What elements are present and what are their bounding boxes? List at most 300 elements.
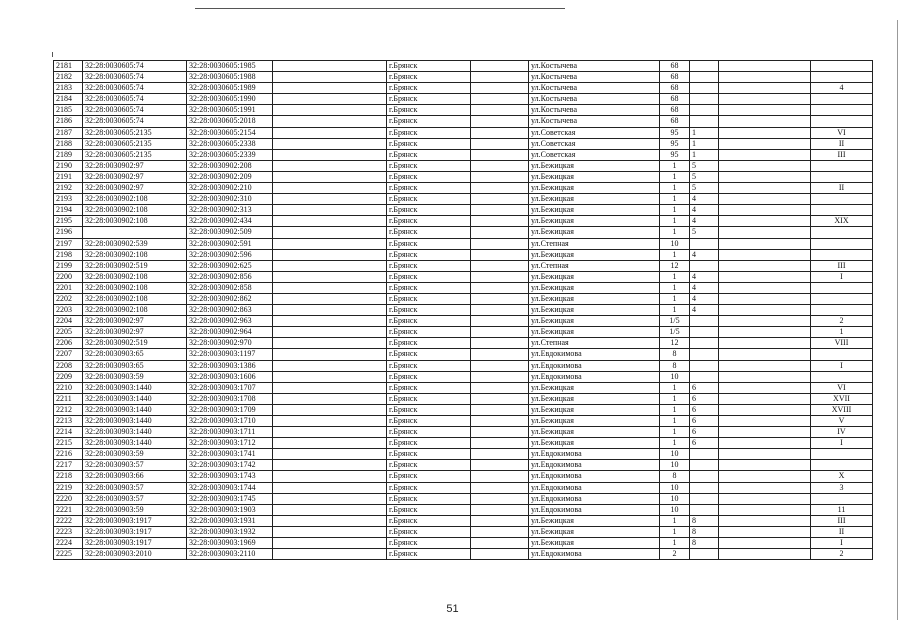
blank-cell	[719, 382, 811, 393]
house-number: 68	[660, 105, 690, 116]
blank-cell	[471, 138, 529, 149]
cadastral-number: 32:28:0030902:208	[187, 160, 273, 171]
row-number: 2188	[54, 138, 83, 149]
blank-cell	[719, 293, 811, 304]
house-number: 68	[660, 61, 690, 72]
street: ул.Евдокимова	[529, 482, 660, 493]
blank-cell	[471, 371, 529, 382]
cadastral-number: 32:28:0030903:1708	[187, 393, 273, 404]
city: г.Брянск	[387, 72, 471, 83]
street: ул.Бежицкая	[529, 227, 660, 238]
blank-cell	[273, 183, 387, 194]
blank-cell	[719, 171, 811, 182]
street: ул.Бежицкая	[529, 216, 660, 227]
room-number: V	[811, 416, 873, 427]
blank-cell	[471, 260, 529, 271]
blank-cell	[471, 227, 529, 238]
blank-cell	[471, 149, 529, 160]
building-number: 5	[690, 183, 719, 194]
building-number	[690, 316, 719, 327]
city: г.Брянск	[387, 482, 471, 493]
street: ул.Бежицкая	[529, 538, 660, 549]
blank-cell	[471, 238, 529, 249]
street: ул.Советская	[529, 138, 660, 149]
house-number: 1	[660, 216, 690, 227]
house-number: 8	[660, 471, 690, 482]
room-number	[811, 493, 873, 504]
house-number: 12	[660, 260, 690, 271]
parent-cadastral-number: 32:28:0030903:2010	[83, 549, 187, 560]
city: г.Брянск	[387, 105, 471, 116]
table-row	[54, 194, 873, 205]
building-number	[690, 61, 719, 72]
city: г.Брянск	[387, 282, 471, 293]
table-row	[54, 338, 873, 349]
table-row	[54, 549, 873, 560]
street: ул.Степная	[529, 260, 660, 271]
city: г.Брянск	[387, 127, 471, 138]
table-row	[54, 460, 873, 471]
registry-table-body	[54, 61, 873, 560]
city: г.Брянск	[387, 183, 471, 194]
blank-cell	[471, 216, 529, 227]
city: г.Брянск	[387, 493, 471, 504]
cadastral-number: 32:28:0030605:2339	[187, 149, 273, 160]
parent-cadastral-number: 32:28:0030903:59	[83, 504, 187, 515]
city: г.Брянск	[387, 316, 471, 327]
row-number: 2223	[54, 526, 83, 537]
blank-cell	[273, 493, 387, 504]
cadastral-number: 32:28:0030902:596	[187, 249, 273, 260]
blank-cell	[471, 482, 529, 493]
blank-cell	[273, 393, 387, 404]
row-number: 2199	[54, 260, 83, 271]
parent-cadastral-number: 32:28:0030902:97	[83, 316, 187, 327]
city: г.Брянск	[387, 205, 471, 216]
city: г.Брянск	[387, 438, 471, 449]
cadastral-number: 32:28:0030903:1745	[187, 493, 273, 504]
cadastral-number: 32:28:0030903:1606	[187, 371, 273, 382]
cadastral-number: 32:28:0030903:1931	[187, 515, 273, 526]
cadastral-number: 32:28:0030903:1969	[187, 538, 273, 549]
building-number: 1	[690, 149, 719, 160]
row-number: 2181	[54, 61, 83, 72]
city: г.Брянск	[387, 371, 471, 382]
street: ул.Костычева	[529, 83, 660, 94]
cadastral-number: 32:28:0030605:1990	[187, 94, 273, 105]
house-number: 1	[660, 515, 690, 526]
room-number: III	[811, 149, 873, 160]
street: ул.Бежицкая	[529, 282, 660, 293]
street: ул.Бежицкая	[529, 382, 660, 393]
city: г.Брянск	[387, 305, 471, 316]
city: г.Брянск	[387, 61, 471, 72]
street: ул.Бежицкая	[529, 316, 660, 327]
cadastral-number: 32:28:0030903:1386	[187, 360, 273, 371]
blank-cell	[719, 438, 811, 449]
table-row	[54, 83, 873, 94]
blank-cell	[719, 305, 811, 316]
table-row	[54, 471, 873, 482]
parent-cadastral-number: 32:28:0030903:1440	[83, 416, 187, 427]
blank-cell	[719, 83, 811, 94]
row-number: 2206	[54, 338, 83, 349]
building-number: 5	[690, 171, 719, 182]
blank-cell	[471, 160, 529, 171]
blank-cell	[719, 526, 811, 537]
city: г.Брянск	[387, 249, 471, 260]
row-number: 2196	[54, 227, 83, 238]
building-number	[690, 327, 719, 338]
house-number: 68	[660, 94, 690, 105]
parent-cadastral-number: 32:28:0030605:74	[83, 105, 187, 116]
blank-cell	[273, 427, 387, 438]
blank-cell	[273, 271, 387, 282]
table-row	[54, 371, 873, 382]
row-number: 2194	[54, 205, 83, 216]
blank-cell	[471, 538, 529, 549]
building-number: 4	[690, 293, 719, 304]
row-number: 2202	[54, 293, 83, 304]
house-number: 8	[660, 360, 690, 371]
room-number: 11	[811, 504, 873, 515]
street: ул.Бежицкая	[529, 249, 660, 260]
parent-cadastral-number	[83, 227, 187, 238]
table-row	[54, 416, 873, 427]
cadastral-number: 32:28:0030903:1741	[187, 449, 273, 460]
parent-cadastral-number: 32:28:0030902:97	[83, 327, 187, 338]
cadastral-number: 32:28:0030605:1989	[187, 83, 273, 94]
blank-cell	[273, 205, 387, 216]
street: ул.Бежицкая	[529, 171, 660, 182]
city: г.Брянск	[387, 171, 471, 182]
blank-cell	[273, 171, 387, 182]
table-row	[54, 393, 873, 404]
parent-cadastral-number: 32:28:0030902:108	[83, 305, 187, 316]
blank-cell	[273, 338, 387, 349]
room-number: 2	[811, 549, 873, 560]
row-number: 2212	[54, 404, 83, 415]
room-number	[811, 171, 873, 182]
blank-cell	[273, 526, 387, 537]
parent-cadastral-number: 32:28:0030902:108	[83, 194, 187, 205]
room-number	[811, 105, 873, 116]
building-number	[690, 338, 719, 349]
table-row	[54, 427, 873, 438]
building-number	[690, 482, 719, 493]
city: г.Брянск	[387, 393, 471, 404]
blank-cell	[273, 316, 387, 327]
city: г.Брянск	[387, 138, 471, 149]
street: ул.Евдокимова	[529, 504, 660, 515]
building-number: 1	[690, 138, 719, 149]
city: г.Брянск	[387, 216, 471, 227]
parent-cadastral-number: 32:28:0030903:59	[83, 371, 187, 382]
table-row	[54, 94, 873, 105]
table-row	[54, 171, 873, 182]
blank-cell	[471, 271, 529, 282]
house-number: 10	[660, 482, 690, 493]
street: ул.Евдокимова	[529, 449, 660, 460]
row-number: 2203	[54, 305, 83, 316]
city: г.Брянск	[387, 382, 471, 393]
cadastral-number: 32:28:0030903:1709	[187, 404, 273, 415]
row-number: 2192	[54, 183, 83, 194]
table-row	[54, 260, 873, 271]
street: ул.Евдокимова	[529, 360, 660, 371]
building-number: 4	[690, 305, 719, 316]
room-number: VI	[811, 382, 873, 393]
blank-cell	[719, 116, 811, 127]
blank-cell	[471, 116, 529, 127]
building-number	[690, 260, 719, 271]
cadastral-number: 32:28:0030605:2338	[187, 138, 273, 149]
building-number: 4	[690, 194, 719, 205]
blank-cell	[719, 72, 811, 83]
parent-cadastral-number: 32:28:0030605:2135	[83, 127, 187, 138]
cadastral-number: 32:28:0030903:1743	[187, 471, 273, 482]
cadastral-number: 32:28:0030902:313	[187, 205, 273, 216]
room-number: VIII	[811, 338, 873, 349]
cadastral-number: 32:28:0030902:963	[187, 316, 273, 327]
blank-cell	[471, 305, 529, 316]
house-number: 10	[660, 371, 690, 382]
room-number	[811, 194, 873, 205]
blank-cell	[471, 316, 529, 327]
building-number	[690, 238, 719, 249]
blank-cell	[471, 61, 529, 72]
room-number: VI	[811, 127, 873, 138]
blank-cell	[719, 183, 811, 194]
row-number: 2198	[54, 249, 83, 260]
blank-cell	[719, 371, 811, 382]
city: г.Брянск	[387, 94, 471, 105]
blank-cell	[273, 349, 387, 360]
house-number: 68	[660, 116, 690, 127]
blank-cell	[273, 238, 387, 249]
street: ул.Костычева	[529, 94, 660, 105]
house-number: 2	[660, 549, 690, 560]
blank-cell	[471, 382, 529, 393]
street: ул.Бежицкая	[529, 293, 660, 304]
parent-cadastral-number: 32:28:0030903:65	[83, 349, 187, 360]
blank-cell	[273, 504, 387, 515]
blank-cell	[471, 404, 529, 415]
blank-cell	[273, 72, 387, 83]
cadastral-number: 32:28:0030903:1744	[187, 482, 273, 493]
street: ул.Советская	[529, 127, 660, 138]
house-number: 1	[660, 404, 690, 415]
street: ул.Бежицкая	[529, 393, 660, 404]
room-number: 2	[811, 316, 873, 327]
blank-cell	[719, 404, 811, 415]
parent-cadastral-number: 32:28:0030903:57	[83, 482, 187, 493]
street: ул.Бежицкая	[529, 183, 660, 194]
building-number: 6	[690, 393, 719, 404]
blank-cell	[471, 293, 529, 304]
blank-cell	[719, 238, 811, 249]
house-number: 1	[660, 538, 690, 549]
room-number: 4	[811, 83, 873, 94]
blank-cell	[471, 515, 529, 526]
blank-cell	[719, 138, 811, 149]
parent-cadastral-number: 32:28:0030903:1440	[83, 404, 187, 415]
blank-cell	[471, 194, 529, 205]
cadastral-number: 32:28:0030903:1711	[187, 427, 273, 438]
row-number: 2220	[54, 493, 83, 504]
building-number: 8	[690, 515, 719, 526]
cadastral-number: 32:28:0030902:863	[187, 305, 273, 316]
blank-cell	[719, 194, 811, 205]
blank-cell	[719, 393, 811, 404]
table-row	[54, 149, 873, 160]
house-number: 1	[660, 205, 690, 216]
row-number: 2210	[54, 382, 83, 393]
parent-cadastral-number: 32:28:0030902:108	[83, 216, 187, 227]
street: ул.Бежицкая	[529, 404, 660, 415]
parent-cadastral-number: 32:28:0030903:59	[83, 449, 187, 460]
city: г.Брянск	[387, 327, 471, 338]
blank-cell	[273, 116, 387, 127]
table-row	[54, 438, 873, 449]
building-number: 5	[690, 227, 719, 238]
blank-cell	[273, 227, 387, 238]
blank-cell	[273, 538, 387, 549]
room-number	[811, 349, 873, 360]
blank-cell	[471, 549, 529, 560]
cadastral-number: 32:28:0030902:310	[187, 194, 273, 205]
building-number: 6	[690, 382, 719, 393]
city: г.Брянск	[387, 338, 471, 349]
table-row	[54, 449, 873, 460]
row-number: 2191	[54, 171, 83, 182]
table-row	[54, 526, 873, 537]
blank-cell	[273, 282, 387, 293]
parent-cadastral-number: 32:28:0030902:97	[83, 183, 187, 194]
blank-cell	[719, 205, 811, 216]
cadastral-number: 32:28:0030903:2110	[187, 549, 273, 560]
room-number	[811, 94, 873, 105]
blank-cell	[719, 249, 811, 260]
blank-cell	[719, 316, 811, 327]
building-number	[690, 349, 719, 360]
house-number: 1	[660, 249, 690, 260]
blank-cell	[273, 138, 387, 149]
blank-cell	[471, 416, 529, 427]
blank-cell	[273, 438, 387, 449]
city: г.Брянск	[387, 238, 471, 249]
house-number: 10	[660, 504, 690, 515]
row-number: 2221	[54, 504, 83, 515]
table-row	[54, 205, 873, 216]
blank-cell	[719, 216, 811, 227]
room-number: X	[811, 471, 873, 482]
house-number: 1	[660, 393, 690, 404]
cadastral-number: 32:28:0030902:625	[187, 260, 273, 271]
street: ул.Бежицкая	[529, 305, 660, 316]
blank-cell	[719, 338, 811, 349]
row-number: 2224	[54, 538, 83, 549]
table-row	[54, 127, 873, 138]
building-number	[690, 493, 719, 504]
blank-cell	[471, 393, 529, 404]
house-number: 1	[660, 438, 690, 449]
street: ул.Степная	[529, 238, 660, 249]
blank-cell	[471, 94, 529, 105]
scan-edge-left	[52, 52, 53, 57]
table-row	[54, 227, 873, 238]
blank-cell	[719, 427, 811, 438]
room-number	[811, 72, 873, 83]
blank-cell	[471, 349, 529, 360]
room-number	[811, 238, 873, 249]
blank-cell	[471, 83, 529, 94]
street: ул.Бежицкая	[529, 205, 660, 216]
parent-cadastral-number: 32:28:0030903:1917	[83, 526, 187, 537]
blank-cell	[471, 471, 529, 482]
building-number: 4	[690, 249, 719, 260]
room-number	[811, 160, 873, 171]
blank-cell	[273, 305, 387, 316]
blank-cell	[273, 404, 387, 415]
city: г.Брянск	[387, 83, 471, 94]
city: г.Брянск	[387, 360, 471, 371]
table-row	[54, 360, 873, 371]
parent-cadastral-number: 32:28:0030605:74	[83, 94, 187, 105]
cadastral-number: 32:28:0030903:1712	[187, 438, 273, 449]
city: г.Брянск	[387, 349, 471, 360]
blank-cell	[471, 72, 529, 83]
house-number: 1	[660, 160, 690, 171]
blank-cell	[471, 183, 529, 194]
house-number: 68	[660, 72, 690, 83]
blank-cell	[471, 327, 529, 338]
house-number: 10	[660, 449, 690, 460]
blank-cell	[719, 282, 811, 293]
building-number	[690, 360, 719, 371]
city: г.Брянск	[387, 460, 471, 471]
blank-cell	[719, 105, 811, 116]
street: ул.Евдокимова	[529, 371, 660, 382]
blank-cell	[471, 282, 529, 293]
room-number	[811, 460, 873, 471]
blank-cell	[273, 460, 387, 471]
table-row	[54, 493, 873, 504]
blank-cell	[273, 382, 387, 393]
row-number: 2197	[54, 238, 83, 249]
blank-cell	[471, 105, 529, 116]
parent-cadastral-number: 32:28:0030903:1440	[83, 427, 187, 438]
row-number: 2189	[54, 149, 83, 160]
table-row	[54, 282, 873, 293]
building-number	[690, 83, 719, 94]
parent-cadastral-number: 32:28:0030902:108	[83, 249, 187, 260]
row-number: 2201	[54, 282, 83, 293]
table-row	[54, 327, 873, 338]
table-row	[54, 349, 873, 360]
parent-cadastral-number: 32:28:0030902:97	[83, 160, 187, 171]
cadastral-number: 32:28:0030903:1710	[187, 416, 273, 427]
row-number: 2187	[54, 127, 83, 138]
blank-cell	[273, 61, 387, 72]
row-number: 2205	[54, 327, 83, 338]
house-number: 12	[660, 338, 690, 349]
blank-cell	[273, 293, 387, 304]
parent-cadastral-number: 32:28:0030902:97	[83, 171, 187, 182]
cadastral-number: 32:28:0030605:2154	[187, 127, 273, 138]
blank-cell	[273, 105, 387, 116]
table-row	[54, 515, 873, 526]
